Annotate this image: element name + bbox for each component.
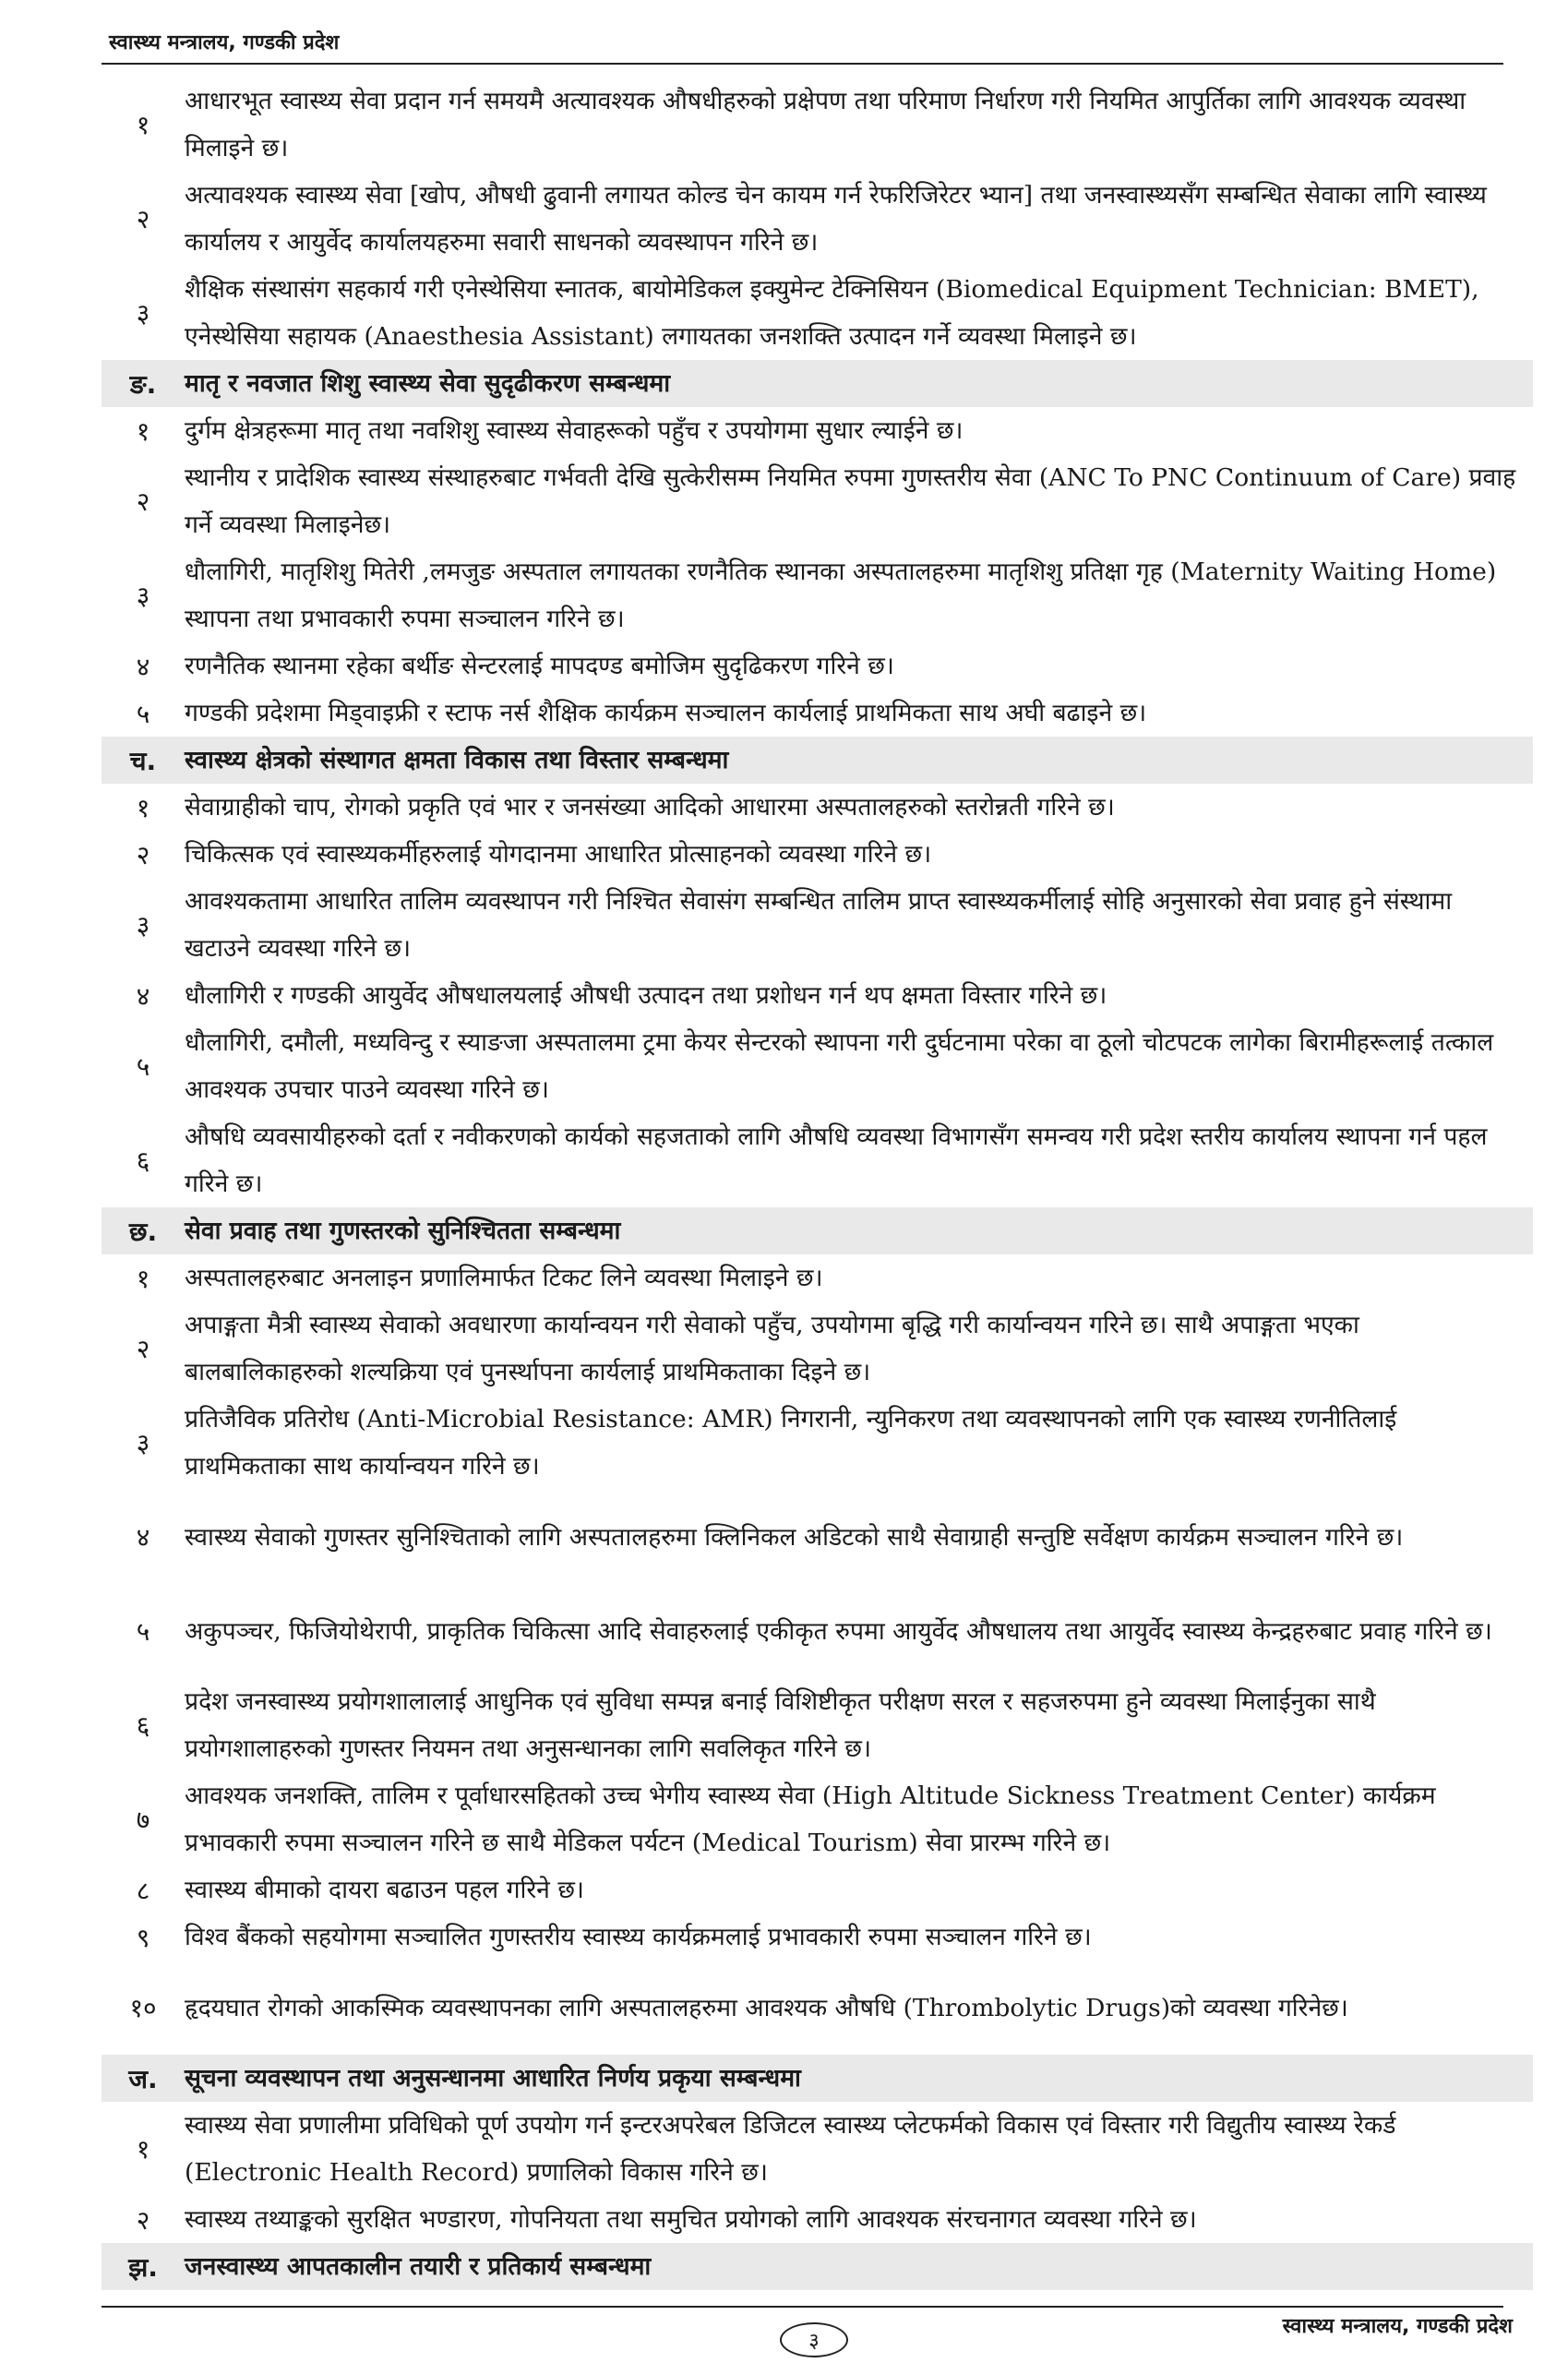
header-divider [102,63,1503,65]
section-heading [102,2055,1533,2102]
item-text: रणनैतिक स्थानमा रहेका बर्थीङ सेन्टरलाई मापदण्ड बमोजिम सुदृढिकरण गरिने छ। [185,652,894,680]
item-number: १ [136,415,150,447]
list-item [102,831,1533,878]
item-number: ४ [136,1522,150,1553]
list-item [102,784,1533,831]
list-item [102,266,1533,360]
section-title: मातृ र नवजात शिशु स्वास्थ्य सेवा सुदृढीकरण सम्बन्धमा [185,369,671,398]
item-number: २ [136,839,150,870]
list-item [102,454,1533,548]
item-number: २ [136,1334,150,1364]
section-letter: ङ. [129,368,157,400]
item-text: औषधि व्यवसायीहरुको दर्ता र नवीकरणको कार्यको सहजताको लागि औषधि व्यवस्था विभागसँग समन्वय गरी प्रदेश स्तरीय कार्यालय स्थापना गर्न पहल गरिने छ। [185,1122,1488,1198]
item-number: ३ [136,298,150,329]
list-item [102,2102,1533,2196]
list-item [102,1113,1533,1207]
list-item [102,172,1533,266]
item-number: ९ [136,1922,150,1953]
item-number: ३ [136,581,150,611]
section-heading [102,2243,1533,2290]
item-text: धौलागिरी, दमौली, मध्यविन्दु र स्याङजा अस्पतालमा ट्रमा केयर सेन्टरको स्थापना गरी दुर्घटनामा परेका वा ठूलो चोटपटक लागेका बिरामीहरूलाई तत्काल आवश्यक उपचार पाउने व्यवस्था गरिने छ। [185,1028,1494,1104]
section-title: सूचना व्यवस्थापन तथा अनुसन्धानमा आधारित निर्णय प्रकृया सम्बन्धमा [185,2064,801,2093]
item-text: चिकित्सक एवं स्वास्थ्यकर्मीहरुलाई योगदानमा आधारित प्रोत्साहनको व्यवस्था गरिने छ। [185,840,932,869]
item-text: हृदयघात रोगको आकस्मिक व्यवस्थापनका लागि अस्पतालहरुमा आवश्यक औषधि (Thrombolytic Drugs)को व्यवस्था गरिनेछ। [185,1993,1348,2022]
item-text: अकुपञ्चर, फिजियोथेरापी, प्राकृतिक चिकित्सा आदि सेवाहरुलाई एकीकृत रुपमा आयुर्वेद औषधालय तथा आयुर्वेद स्वास्थ्य केन्द्रहरुबाट प्रवाह गरिने छ। [185,1616,1492,1646]
item-text: दुर्गम क्षेत्रहरूमा मातृ तथा नवशिशु स्वास्थ्य सेवाहरूको पहुँच र उपयोगमा सुधार ल्याईने छ। [185,416,964,445]
item-text: सेवाग्राहीको चाप, रोगको प्रकृति एवं भार र जनसंख्या आदिको आधारमा अस्पतालहरुको स्तरोन्नती गरिने छ। [185,793,1115,822]
list-item [102,407,1533,454]
list-item [102,1019,1533,1113]
list-item [102,1301,1533,1396]
item-text: प्रदेश जनस्वास्थ्य प्रयोगशालालाई आधुनिक एवं सुविधा सम्पन्न बनाई विशिष्टीकृत परीक्षण सरल र सहजरुपमा हुने व्यवस्था मिलाईनुका साथै प्रयोगशालाहरुको गुणस्तर नियमन तथा अनुसन्धानका लागि सवलिकृत गरिने छ। [185,1687,1376,1763]
item-number: १ [136,792,150,823]
list-item [102,1772,1533,1866]
item-text: शैक्षिक संस्थासंग सहकार्य गरी एनेस्थेसिया स्नातक, बायोमेडिकल इक्युमेन्ट टेक्निसियन (Biomedical Equipment Technician: BMET), एनेस्थेसिया सहायक (Anaesthesia Assistant) लगायतका जनशक्ति उत्पादन गर्ने व्यवस्था मिलाइने छ। [185,275,1479,351]
section-letter: च. [129,745,157,776]
item-text: अस्पतालहरुबाट अनलाइन प्रणालिमार्फत टिकट लिने व्यवस्था मिलाइने छ। [185,1264,823,1292]
item-number: ४ [136,651,150,682]
item-number: २ [136,2204,150,2236]
section-letter: छ. [128,1216,158,1247]
item-text: प्रतिजैविक प्रतिरोध (Anti-Microbial Resistance: AMR) निगरानी, न्युनिकरण तथा व्यवस्थापनको लागि एक स्वास्थ्य रणनीतिलाई प्राथमिकताका साथ कार्यान्वयन गरिने छ। [185,1405,1397,1481]
list-item [102,1490,1533,1584]
item-number: ४ [136,980,150,1012]
section-title: सेवा प्रवाह तथा गुणस्तरको सुनिश्चितता सम्बन्धमा [185,1217,621,1245]
item-number: ५ [136,698,150,729]
item-number: १ [136,110,150,140]
list-item [102,1584,1533,1678]
page-number: ३ [780,2322,848,2357]
item-text: स्वास्थ्य सेवा प्रणालीमा प्रविधिको पूर्ण उपयोग गर्न इन्टरअपरेबल डिजिटल स्वास्थ्य प्लेटफर्मको विकास एवं विस्तार गरी विद्युतीय स्वास्थ्य रेकर्ड (Electronic Health Record) प्रणालिको विकास गरिने छ। [185,2111,1396,2187]
item-number: १ [136,1263,150,1294]
section-title: स्वास्थ्य क्षेत्रको संस्थागत क्षमता विकास तथा विस्तार सम्बन्धमा [185,746,729,774]
list-item [102,878,1533,972]
page-footer-title: स्वास्थ्य मन्त्रालय, गण्डकी प्रदेश [1282,2315,1513,2338]
section-letter: झ. [128,2251,158,2283]
list-item [102,1396,1533,1490]
list-item [102,548,1533,642]
item-number: २ [136,204,150,234]
item-number: १० [129,1993,157,2023]
page-header-title: स्वास्थ्य मन्त्रालय, गण्डकी प्रदेश [109,31,340,54]
list-item [102,1866,1533,1913]
list-item [102,1254,1533,1301]
policy-list [102,78,1533,2290]
item-number: ७ [136,1805,150,1835]
item-text: विश्व बैंकको सहयोगमा सञ्चालित गुणस्तरीय स्वास्थ्य कार्यक्रमलाई प्रभावकारी रुपमा सञ्चालन गरिने छ। [185,1923,1092,1951]
list-item [102,690,1533,737]
item-text: आधारभूत स्वास्थ्य सेवा प्रदान गर्न समयमै अत्यावश्यक औषधीहरुको प्रक्षेपण तथा परिमाण निर्धारण गरी नियमित आपुर्तिका लागि आवश्यक व्यवस्था मिलाइने छ। [185,87,1466,162]
item-number: ३ [136,910,150,941]
section-heading [102,737,1533,784]
list-item [102,1961,1533,2055]
item-number: ५ [136,1616,150,1647]
item-text: आवश्यकतामा आधारित तालिम व्यवस्थापन गरी निश्चित सेवासंग सम्बन्धित तालिम प्राप्त स्वास्थ्यकर्मीलाई सोहि अनुसारको सेवा प्रवाह हुने संस्थामा खटाउने व्यवस्था गरिने छ। [185,887,1453,963]
item-text: धौलागिरी, मातृशिशु मितेरी ,लमजुङ अस्पताल लगायतका रणनैतिक स्थानका अस्पतालहरुमा मातृशिशु प्रतिक्षा गृह (Maternity Waiting Home) स्थापना तथा प्रभावकारी रुपमा सञ्चालन गरिने छ। [185,558,1497,633]
section-title: जनस्वास्थ्य आपतकालीन तयारी र प्रतिकार्य सम्बन्धमा [185,2252,652,2281]
list-item [102,1913,1533,1961]
item-text: स्वास्थ्य बीमाको दायरा बढाउन पहल गरिने छ। [185,1876,584,1904]
section-letter: ज. [128,2063,158,2094]
list-item [102,972,1533,1019]
item-number: ८ [136,1875,150,1906]
item-text: अत्यावश्यक स्वास्थ्य सेवा [खोप, औषधी ढुवानी लगायत कोल्ड चेन कायम गर्न रेफरिजिरेटर भ्यान] तथा जनस्वास्थ्यसँग सम्बन्धित सेवाका लागि स्वास्थ्य कार्यालय र आयुर्वेद कार्यालयहरुमा सवारी साधनको व्यवस्थापन गरिने छ। [185,181,1487,257]
item-number: ३ [136,1428,150,1458]
item-number: ६ [136,1710,150,1741]
item-text: गण्डकी प्रदेशमा मिड्वाइफ्री र स्टाफ नर्स शैक्षिक कार्यक्रम सञ्चालन कार्यलाई प्राथमिकता साथ अघी बढाइने छ। [185,699,1147,727]
item-number: ५ [136,1051,150,1082]
footer-divider [102,2306,1503,2308]
list-item [102,642,1533,690]
list-item [102,1678,1533,1772]
section-heading [102,1207,1533,1254]
item-text: स्थानीय र प्रादेशिक स्वास्थ्य संस्थाहरुबाट गर्भवती देखि सुत्केरीसम्म नियमित रुपमा गुणस्तरीय सेवा (ANC To PNC Continuum of Care) प्रवाह गर्ने व्यवस्था मिलाइनेछ। [185,463,1516,539]
item-text: स्वास्थ्य तथ्याङ्कको सुरक्षित भण्डारण, गोपनियता तथा समुचित प्रयोगको लागि आवश्यक संरचनागत व्यवस्था गरिने छ। [185,2205,1197,2234]
item-text: अपाङ्गता मैत्री स्वास्थ्य सेवाको अवधारणा कार्यान्वयन गरी सेवाको पहुँच, उपयोगमा बृद्धि गरी कार्यान्वयन गरिने छ। साथै अपाङ्गता भएका बालबालिकाहरुको शल्यक्रिया एवं पुनर्स्थापना कार्यलाई प्राथमिकताका दिइने छ। [185,1311,1359,1386]
item-number: ६ [136,1146,150,1176]
item-number: २ [136,486,150,517]
item-number: १ [136,2134,150,2165]
section-heading [102,360,1533,407]
list-item [102,2196,1533,2243]
item-text: धौलागिरी र गण्डकी आयुर्वेद औषधालयलाई औषधी उत्पादन तथा प्रशोधन गर्न थप क्षमता विस्तार गरिने छ। [185,981,1107,1010]
list-item [102,78,1533,172]
item-text: आवश्यक जनशक्ति, तालिम र पूर्वाधारसहितको उच्च भेगीय स्वास्थ्य सेवा (High Altitude Sickness Treatment Center) कार्यक्रम प्रभावकारी रुपमा सञ्चालन गरिने छ साथै मेडिकल पर्यटन (Medical Tourism) सेवा प्रारम्भ गरिने छ। [185,1781,1436,1857]
item-text: स्वास्थ्य सेवाको गुणस्तर सुनिश्चिताको लागि अस्पतालहरुमा क्लिनिकल अडिटको साथै सेवाग्राही सन्तुष्टि सर्वेक्षण कार्यक्रम सञ्चालन गरिने छ। [185,1522,1404,1552]
